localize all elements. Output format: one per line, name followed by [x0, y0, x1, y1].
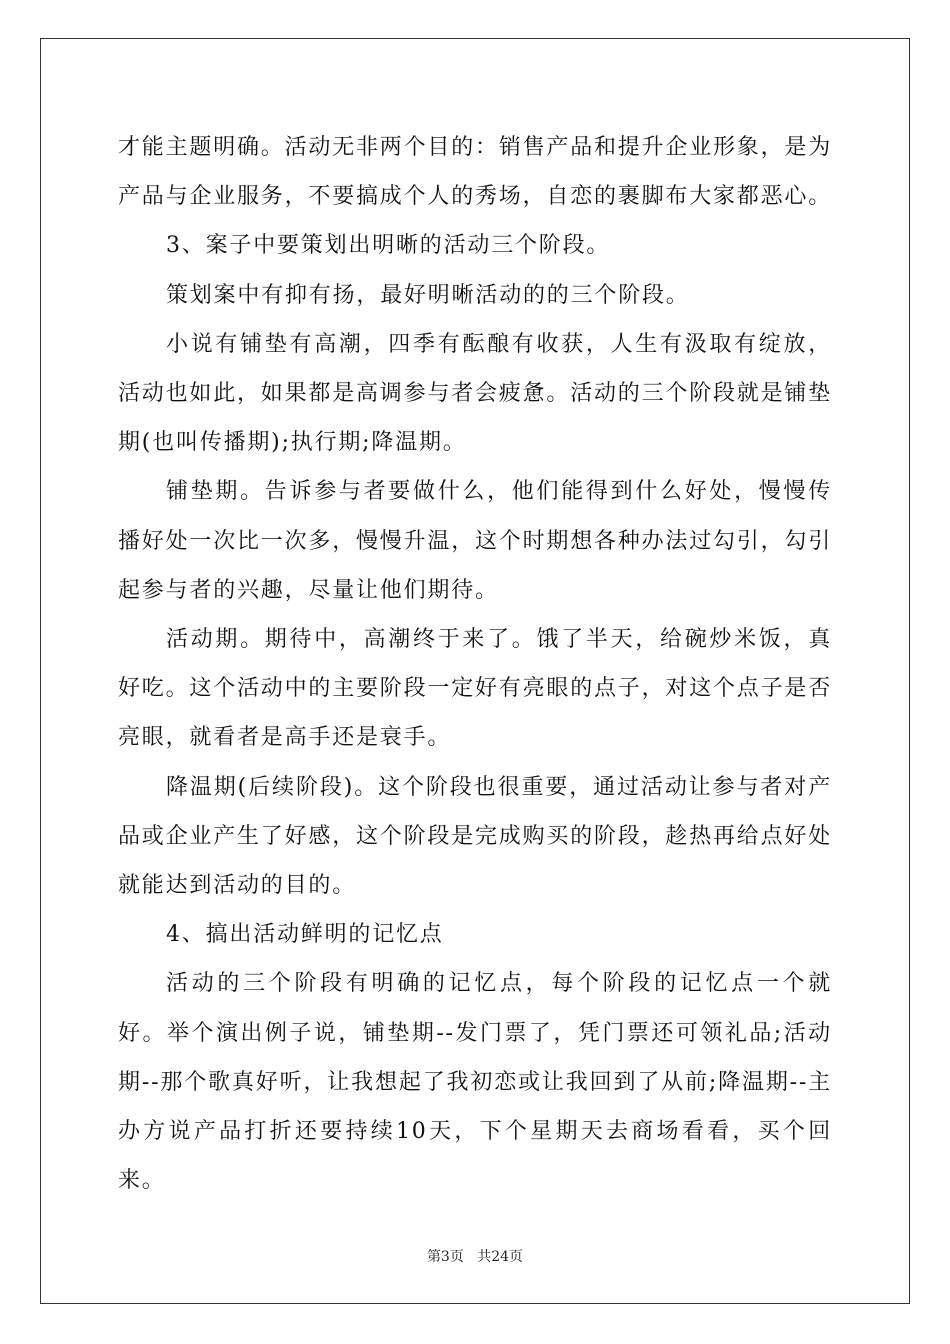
- paragraph-6: 活动期。期待中，高潮终于来了。饿了半天，给碗炒米饭，真好吃。这个活动中的主要阶段一定好有亮眼的点子，对这个点子是否亮眼，就看者是高手还是衰手。: [118, 627, 833, 751]
- paragraph-2: 3、案子中要策划出明晰的活动三个阶段。: [166, 233, 611, 259]
- paragraph-3: 策划案中有抑有扬，最好明晰活动的的三个阶段。: [166, 282, 690, 308]
- paragraph-5: 铺垫期。告诉参与者要做什么，他们能得到什么好处，慢慢传播好处一次比一次多，慢慢升温，这个时期想各种办法过勾引，勾引起参与者的兴趣，尽量让他们期待。: [118, 479, 833, 603]
- paragraph-9: 活动的三个阶段有明确的记忆点，每个阶段的记忆点一个就好。举个演出例子说，铺垫期--发门票了，凭门票还可领礼品;活动期--那个歌真好听，让我想起了我初恋或让我回到了从前;降温期--主办方说产品打折还要持续10天，下个星期天去商场看看，买个回来。: [118, 971, 832, 1194]
- document-body: [118, 123, 832, 1205]
- paragraph-4: 小说有铺垫有高潮，四季有酝酿有收获，人生有汲取有绽放，活动也如此，如果都是高调参与者会疲惫。活动的三个阶段就是铺垫期(也叫传播期);执行期;降温期。: [118, 331, 833, 456]
- paragraph-1: 才能主题明确。活动无非两个目的：销售产品和提升企业形象，是为产品与企业服务，不要搞成个人的秀场，自恋的裹脚布大家都恶心。: [118, 135, 833, 210]
- page-number: 第3页: [426, 1249, 464, 1265]
- page-footer: [0, 1246, 950, 1266]
- page-total: 共24页: [477, 1249, 524, 1265]
- paragraph-8: 4、搞出活动鲜明的记忆点: [166, 922, 444, 948]
- paragraph-7: 降温期(后续阶段)。这个阶段也很重要，通过活动让参与者对产品或企业产生了好感，这个阶段是完成购买的阶段，趁热再给点好处就能达到活动的目的。: [118, 774, 833, 899]
